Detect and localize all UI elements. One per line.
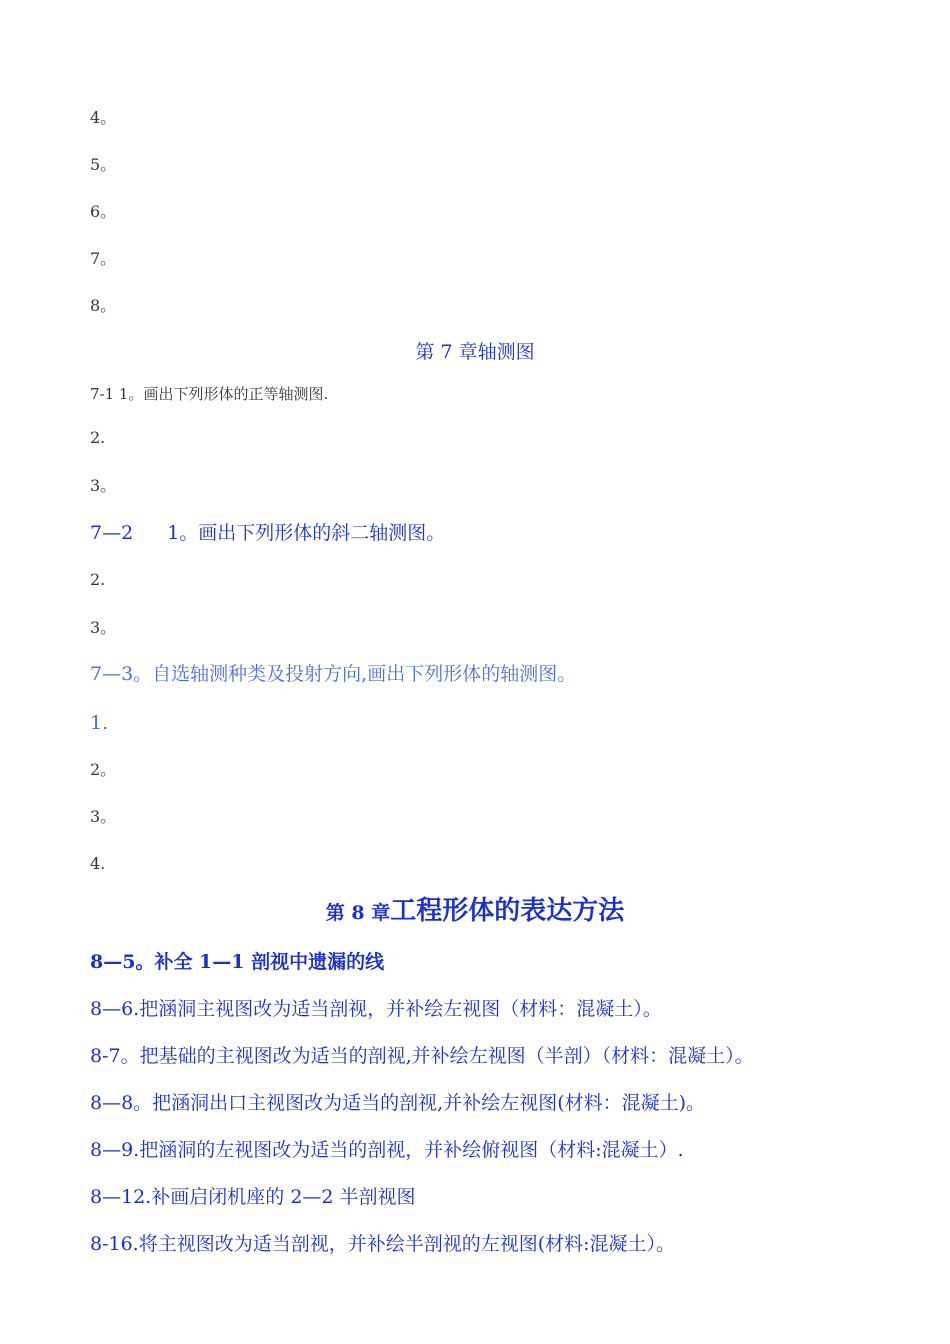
list-item: 3。	[90, 476, 117, 495]
list-item: 8—9.把涵洞的左视图改为适当的剖视，并补绘俯视图（材料:混凝土）.	[90, 1139, 684, 1161]
section-7-1-label: 7-1 1。画出下列形体的正等轴测图.	[90, 385, 329, 403]
list-item: 8。	[90, 296, 117, 315]
section-8-5-heading: 8—5。补全 1—1 剖视中遗漏的线	[90, 951, 385, 973]
list-item: 1.	[90, 712, 109, 734]
list-item: 8—8。把涵洞出口主视图改为适当的剖视,并补绘左视图(材料：混凝土)。	[90, 1092, 706, 1114]
list-item: 6。	[90, 202, 117, 221]
section-7-2-label	[90, 524, 445, 543]
list-item: 8-7。把基础的主视图改为适当的剖视,并补绘左视图（半剖）（材料：混凝土）。	[90, 1045, 754, 1067]
chapter7-title: 第 7 章轴测图	[415, 341, 535, 363]
section-7-3-label: 7—3。自选轴测种类及投射方向,画出下列形体的轴测图。	[90, 663, 577, 685]
list-item: 8—12.补画启闭机座的 2—2 半剖视图	[90, 1186, 416, 1208]
list-item: 8—6.把涵洞主视图改为适当剖视，并补绘左视图（材料：混凝土）。	[90, 998, 662, 1020]
list-item: 4。	[90, 108, 117, 127]
list-item: 2.	[90, 570, 106, 589]
chapter8-title-main: 工程形体的表达方法	[390, 896, 625, 926]
section-7-2-number: 7—2	[90, 522, 134, 544]
list-item: 3。	[90, 618, 117, 637]
list-item: 8-16.将主视图改为适当剖视，并补绘半剖视的左视图(材料:混凝土）。	[90, 1233, 676, 1255]
list-item: 5。	[90, 155, 117, 174]
list-item: 3。	[90, 807, 117, 826]
list-item: 2。	[90, 760, 117, 779]
chapter8-title-prefix: 第 8 章	[325, 902, 391, 924]
section-7-2-text: 1。画出下列形体的斜二轴测图。	[167, 522, 446, 544]
chapter8-title	[0, 898, 950, 924]
list-item: 2.	[90, 428, 106, 447]
list-item: 4.	[90, 854, 106, 873]
list-item: 7。	[90, 249, 117, 268]
